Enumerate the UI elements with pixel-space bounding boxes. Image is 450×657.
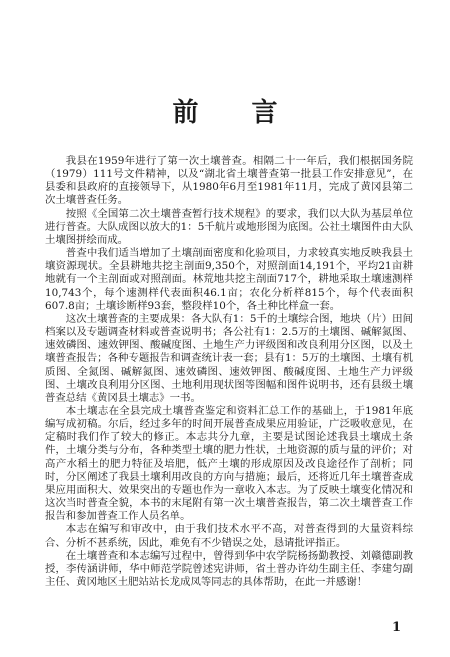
page-title: 前 言 bbox=[172, 98, 300, 128]
paragraph: 本土壤志在全县完成土壤普查鉴定和资料汇总工作的基础上，于1981年底编写成初稿。尔后，经过多年的时间开展普查成果应用验证，广泛吸收意见，在定稿时我们作了较大的修正。本志共分九章，主要是试图论述我县土壤成土条件，土壤分类与分布，各种类型土壤的肥力性状，土地资源的质与量的评价；对高产水稻土的肥力特征及培肥，低产土壤的形成原因及改良途径作了剖析；同时，分区阐述了我县土壤利用改良的方向与措施；最后，还将近几年土壤普查成果应用面积大、效果突出的专题也作为一章收入本志。为了反映土壤变化情况和这次当时普查全貌，本书的末尾附有第一次土壤普查报告，第二次土壤普查工作报告和参加普查工作人员名单。 bbox=[45, 404, 413, 523]
paragraph: 在土壤普查和本志编写过程中，曾得到华中农学院杨扬勤教授、刘赣德副教授，李传涵讲师，华中师范学院曾述宪讲师，省土普办许幼生副主任、李建匀副主任、黄冈地区土肥站站长龙成凤等同志的具体帮助，在此一并感谢！ bbox=[45, 549, 413, 588]
preface-body bbox=[45, 155, 413, 589]
paragraph: 普查中我们适当增加了土壤剖面密度和化验项目，力求较真实地反映我县土壤资源现状。全县耕地共挖主剖面9,350个，对照剖面14,191个，平均21亩耕地就有一个主剖面或对照剖面。林荒地共挖主剖面717个，耕地采取土壤速测样10,743个，每个速测样代表面积46.1亩；农化分析样815个，每个代表面积607.8亩；土壤诊断样93套，整段样10个，各土种比样盒一套。 bbox=[45, 247, 413, 312]
paragraph: 我县在1959年进行了第一次土壤普查。相隔二十一年后，我们根据国务院（1979）111号文件精神，以及“湖北省土壤普查第一批县工作安排意见”，在县委和县政府的直接领导下，从1980年6月至1981年11月，完成了黄冈县第二次土壤普查任务。 bbox=[45, 155, 413, 207]
paragraph: 按照《全国第二次土壤普查暂行技术规程》的要求，我们以大队为基层单位进行普查。大队成图以放大的1：5千航片或地形图为底图。公社土壤图件由大队土壤图拼绘而成。 bbox=[45, 207, 413, 246]
paragraph: 这次土壤普查的主要成果：各大队有1：5千的土壤综合图，地块（片）田间档案以及专题调查材料或普查说明书；各公社有1：2.5万的土壤图、碱解氮图、速效磷图、速效钾图、酸碱度图、土地生产力评级图和改良利用分区图，以及土壤普查报告；各种专题报告和调查统计表一套；县有1：5万的土壤图、土壤有机质图、全氮图、碱解氮图、速效磷图、速效钾图、酸碱度图、土地生产力评级图、土壤改良利用分区图、土地利用现状图等图幅和图件说明书，还有县级土壤普查总结《黄冈县土壤志》一书。 bbox=[45, 312, 413, 404]
page-number: 1 bbox=[392, 620, 402, 635]
paragraph: 本志在编写和审改中，由于我们技术水平不高，对普查得到的大量资料综合、分析不甚系统，因此，难免有不少错误之处，恳请批评指正。 bbox=[45, 523, 413, 549]
